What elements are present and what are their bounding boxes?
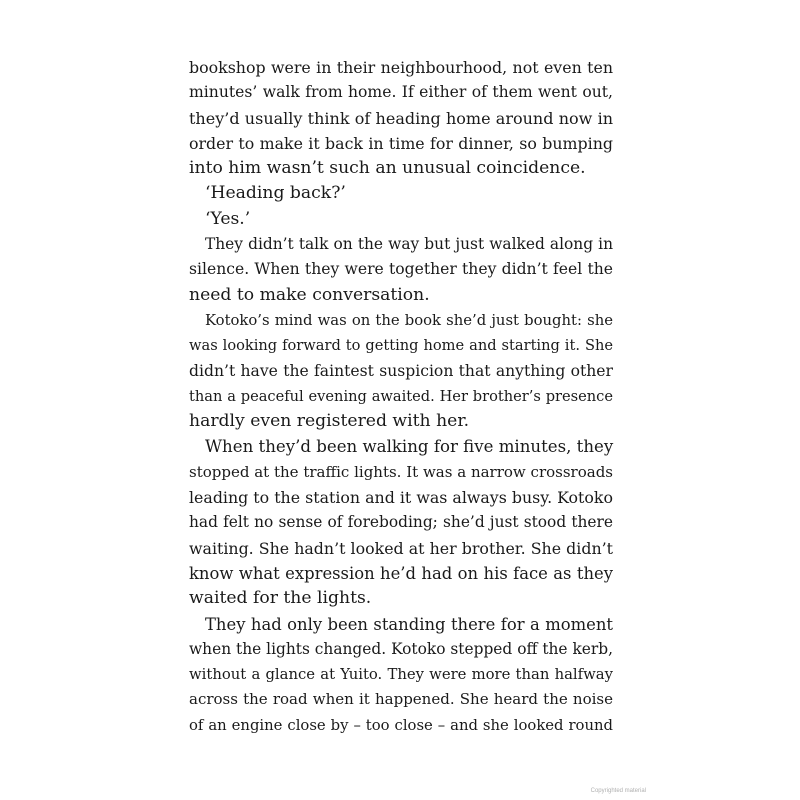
text-line: silence. When they were together they didn’t feel the [189,260,613,279]
text-line: into him wasn’t such an unusual coincidence. [189,158,586,179]
text-line: hardly even registered with her. [189,411,470,432]
text-line: when the lights changed. Kotoko stepped off the kerb, [189,639,613,658]
text-line: waiting. She hadn’t looked at her brother. She didn’t [189,538,613,558]
text-line: than a peaceful evening awaited. Her brother’s presence [189,387,613,405]
text-line: stopped at the traffic lights. It was a narrow crossroads [189,462,613,481]
text-line: had felt no sense of foreboding; she’d just stood there [189,513,613,532]
book-page-text [189,55,613,738]
text-line: minutes’ walk from home. If either of them went out, [189,83,613,102]
text-line: leading to the station and it was always busy. Kotoko [189,488,613,508]
text-line: didn’t have the faintest suspicion that anything other [189,361,613,380]
text-line: need to make conversation. [189,284,430,305]
text-line: across the road when it happened. She heard the noise [189,690,613,709]
text-line: of an engine close by – too close – and she looked round [189,716,613,734]
text-line: Kotoko’s mind was on the book she’d just bought: she [205,311,613,329]
text-line: ‘Heading back?’ [205,183,346,204]
text-line: When they’d been walking for five minutes, they [205,437,614,457]
text-line: they’d usually think of heading home around now in [189,108,613,128]
text-line: know what expression he’d had on his face as they [189,563,613,583]
text-line: waited for the lights. [189,588,372,609]
text-line: ‘Yes.’ [205,208,251,229]
text-line: order to make it back in time for dinner, so bumping [189,133,613,153]
text-line: without a glance at Yuito. They were more than halfway [189,666,613,684]
copyright-notice: Copyrighted material [590,788,646,794]
text-line: They had only been standing there for a moment [205,614,613,634]
text-line: They didn’t talk on the way but just walked along in [205,235,613,254]
text-line: was looking forward to getting home and starting it. She [189,337,613,355]
text-line: bookshop were in their neighbourhood, not even ten [189,58,613,77]
